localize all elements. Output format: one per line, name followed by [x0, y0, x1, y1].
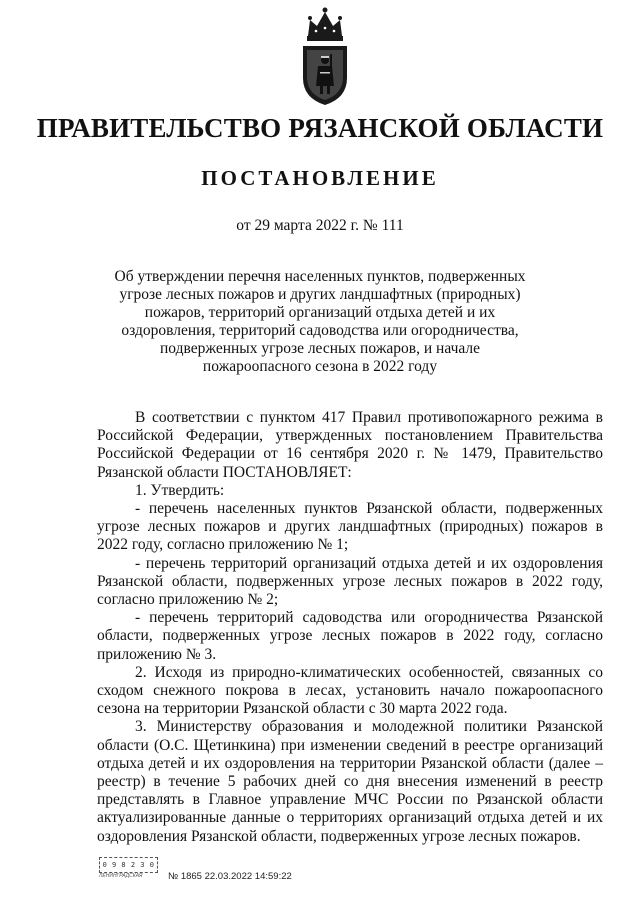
- body-paragraph: - перечень территорий садоводства или огородничества Рязанской области, подверженных угрозе лесных пожаров в 2022 году, согласно приложению № 3.: [97, 609, 603, 663]
- subject-line: пожароопасного сезона в 2022 году: [202, 358, 438, 375]
- stamp-caption: ЛЕНИНГРАДСКАЯ: [99, 873, 143, 879]
- body-paragraph: 2. Исходя из природно-климатических особенностей, связанных со сходом снежного покрова в лесах, установить начало пожароопасного сезона на территории Рязанской области с 30 марта 2022 года.: [97, 663, 603, 718]
- registration-number: № 1865 22.03.2022 14:59:22: [168, 871, 292, 882]
- body-paragraph: - перечень территорий организаций отдыха детей и их оздоровления Рязанской области, подверженных угрозе лесных пожаров в 2022 году, согласно приложению № 2;: [97, 554, 603, 609]
- subject-line: подверженных угрозе лесных пожаров, и начале: [159, 340, 481, 357]
- subject-line: пожаров, территорий организаций отдыха детей и их: [144, 304, 496, 321]
- body-paragraph: В соответствии с пунктом 417 Правил противопожарного режима в Российской Федерации, утвержденных постановлением Правительства Российской Федерации от 16 сентября 2020 г. № 1479, Правительство Рязанской области ПОСТАНОВЛЯЕТ:: [97, 409, 603, 481]
- body-paragraph: 1. Утвердить:: [135, 481, 225, 499]
- document-subject: [100, 268, 540, 376]
- subject-line: оздоровления, территорий садоводства или огородничества,: [121, 322, 519, 339]
- body-paragraph: - перечень населенных пунктов Рязанской области, подверженных угрозе лесных пожаров и других ландшафтных (природных) пожаров в 2022 году, согласно приложению № 1;: [97, 500, 603, 554]
- subject-line: Об утверждении перечня населенных пунктов, подверженных: [114, 268, 526, 285]
- coat-of-arms-icon: [294, 6, 356, 106]
- subject-line: угрозе лесных пожаров и других ландшафтных (природных): [119, 286, 521, 303]
- document-body: [97, 409, 603, 846]
- government-title: ПРАВИТЕЛЬСТВО РЯЗАНСКОЙ ОБЛАСТИ: [36, 113, 604, 143]
- body-paragraph: 3. Министерству образования и молодежной политики Рязанской области (О.С. Щетинкина) при изменении сведений в реестре организаций отдыха детей и их оздоровления на территории Рязанской области (далее – реестр) в течение 5 рабочих дней со дня внесения изменений в реестр представлять в Главное управление МЧС России по Рязанской области актуализированные данные о территориях организаций отдыха детей и их оздоровления Рязанской области, подверженных угрозе лесных пожаров.: [97, 718, 603, 845]
- document-type: ПОСТАНОВЛЕНИЕ: [201, 166, 439, 190]
- barcode-stamp: 0 9 8 2 3 0: [99, 857, 158, 873]
- document-date: от 29 марта 2022 г. № 111: [236, 217, 404, 234]
